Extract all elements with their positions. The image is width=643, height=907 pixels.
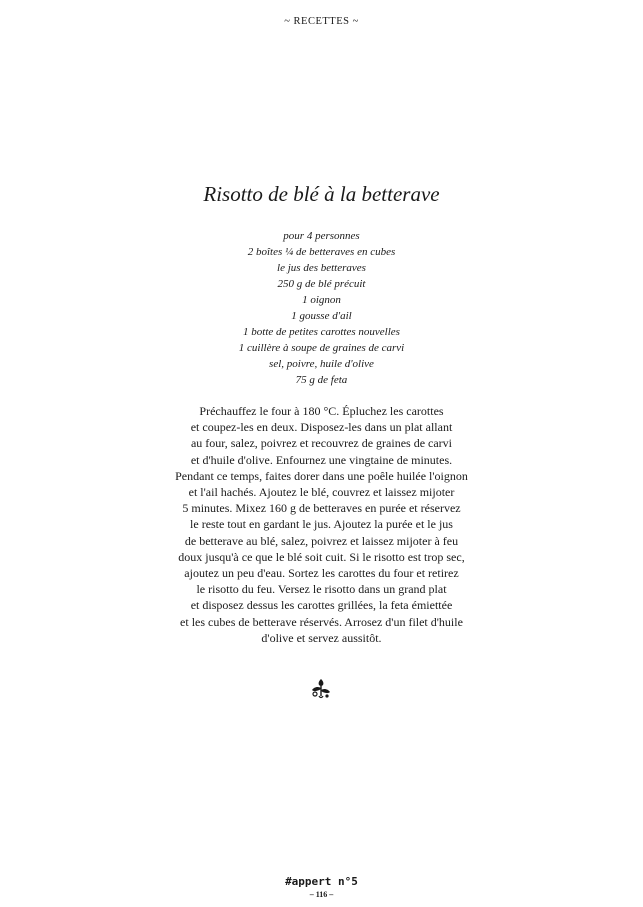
ingredient-item: le jus des betteraves [277,262,366,274]
ingredient-item: 75 g de feta [295,374,348,386]
section-header: ~ RECETTES ~ [284,16,359,27]
ingredient-item: pour 4 personnes [283,230,360,242]
instruction-line: et l'ail hachés. Ajoutez le blé, couvrez et laissez mijoter [188,485,455,500]
instruction-line: et d'huile d'olive. Enfournez une vingtaine de minutes. [190,452,453,467]
recipe-title: Risotto de blé à la betterave [203,182,440,206]
instruction-line: Pendant ce temps, faites dorer dans une poêle huilée l'oignon [175,468,468,483]
ingredient-item: 1 oignon [302,294,341,306]
ingredients-list [0,228,643,388]
instruction-line: au four, salez, poivrez et recouvrez de graines de carvi [190,436,453,451]
instruction-line: doux jusqu'à ce que le blé soit cuit. Si le risotto est trop sec, [178,549,465,564]
instruction-line: et coupez-les en deux. Disposez-les dans un plat allant [190,420,453,435]
ingredient-item: 1 gousse d'ail [291,310,352,322]
instruction-line: d'olive et servez aussitôt. [261,630,382,645]
ingredient-item: sel, poivre, huile d'olive [269,358,374,370]
instruction-line: 5 minutes. Mixez 160 g de betteraves en purée et réservez [182,501,461,516]
page-number: – 116 – [309,890,334,899]
ingredient-item: 1 botte de petites carottes nouvelles [243,326,400,338]
instruction-line: le risotto du feu. Versez le risotto dans un grand plat [196,582,447,597]
floral-ornament-icon [309,677,333,699]
ingredient-item: 1 cuillère à soupe de graines de carvi [238,342,405,354]
instruction-line: et disposez dessus les carottes grillées, la feta émiettée [190,598,453,613]
instruction-line: le reste tout en gardant le jus. Ajoutez la purée et le jus [190,517,453,532]
instruction-line: ajoutez un peu d'eau. Sortez les carottes du four et retirez [184,566,459,581]
instruction-line: de betterave au blé, salez, poivrez et laissez mijoter à feu [184,533,459,548]
instruction-line: Préchauffez le four à 180 °C. Épluchez les carottes [199,404,444,418]
recipe-instructions [0,403,643,646]
ingredient-item: 250 g de blé précuit [277,278,366,290]
ingredient-item: 2 boîtes ¼ de betteraves en cubes [247,246,396,258]
instruction-line: et les cubes de betterave réservés. Arrosez d'un filet d'huile [180,614,463,629]
magazine-brand: #appert n°5 [285,875,358,888]
